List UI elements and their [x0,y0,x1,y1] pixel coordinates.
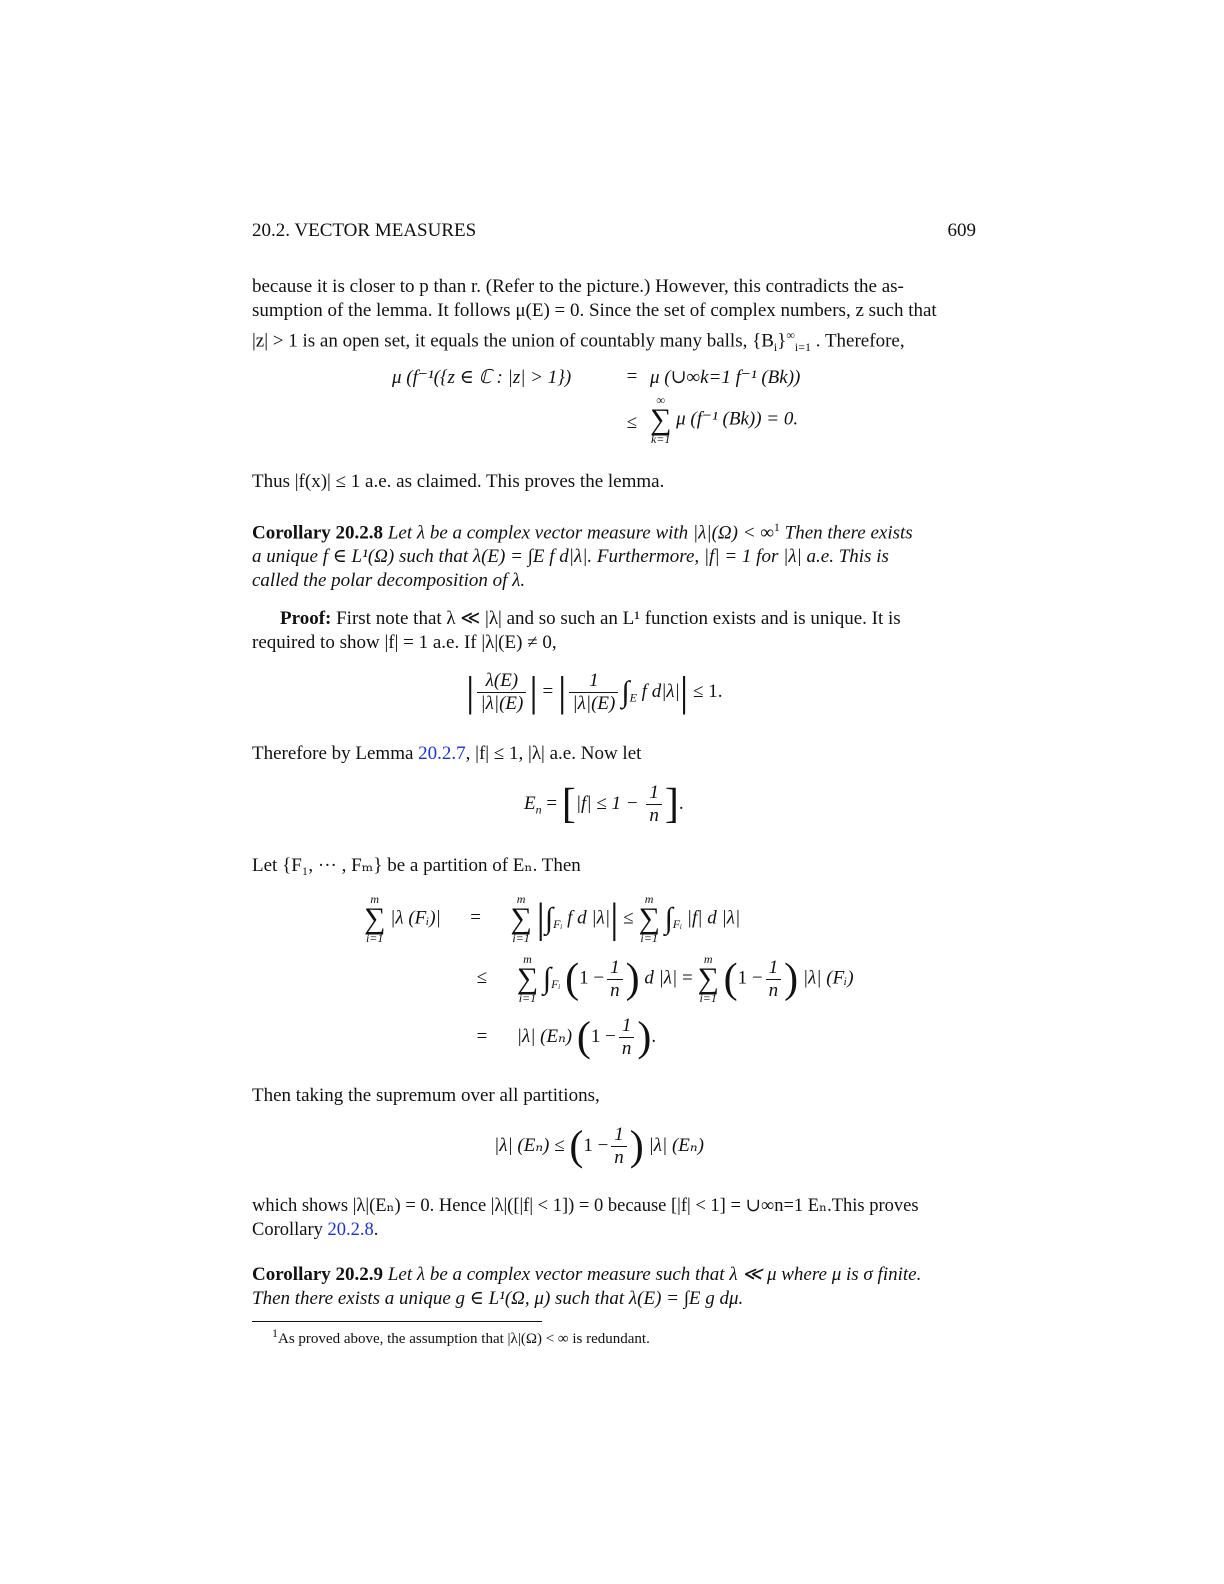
eq1-rhs2: μ (f⁻¹ (Bk)) = 0. [676,408,799,430]
paragraph-4: Let {F₁, ··· , Fₘ} be a partition of Eₙ. Then [252,855,581,876]
corollary2-label: Corollary 20.2.9 [252,1264,384,1285]
equation-4-row3: = |λ| (Eₙ) (1 − $\frac{1}{n}$ ). [476,1014,657,1061]
section-title: 20.2. VECTOR MEASURES [252,220,477,241]
equation-4-row1: m ∑ i=1 |λ (Fᵢ)| = m ∑ i=1 $|\int_{Fᵢ}$ f d |λ|| ≤ m ∑ i=1 $\int_{Fᵢ}$ |f| d |λ| [364,892,741,945]
corollary1-label: Corollary 20.2.8 [252,522,384,544]
paragraph-6: which shows |λ|(Eₙ) = 0. Hence |λ|([|f| < 1]) = 0 because [|f| < 1] = ∪∞n=1 Eₙ.This proves Corollary 20.2.8. [252,1194,976,1242]
eq1-equals: = [626,366,638,387]
footnote: $^1$As proved above, the assumption that |λ|(Ω) < ∞ is redundant. [272,1326,650,1347]
footnote-rule [252,1321,542,1322]
corollary-20-2-9: Corollary 20.2.9 Let λ be a complex vector measure such that λ ≪ μ where μ is σ finite. Then there exists a unique g ∈ L¹(Ω, μ) such that λ(E) = ∫E g dμ. [252,1263,976,1311]
equation-3: $E_n = [|f| \le 1$ − $\frac{1}{n}$ ]. [524,781,684,828]
equation-1-row1 [392,366,571,389]
corollary1-line2: a unique f ∈ L¹(Ω) such that λ(E) = ∫E f d|λ|. Furthermore, |f| = 1 for |λ| a.e. This is [252,546,889,568]
paragraph-3: Therefore by Lemma 20.2.7, |f| ≤ 1, |λ| a.e. Now let [252,743,642,764]
page [252,0,976,1584]
page-number: 609 [947,220,976,241]
corollary-20-2-8: Corollary 20.2.8 Let λ be a complex vector measure with |λ|(Ω) < ∞$^1$ Then there exists a unique f ∈ L¹(Ω) such that λ(E) = ∫E f d|λ|. Furthermore, |f| = 1 for |λ| a.e. This is called the polar decomposition of λ. [252,515,976,593]
proof-label: Proof: [280,608,332,629]
eq1-leq: ≤ [626,412,638,433]
proof-line2: required to show |f| = 1 a.e. If |λ|(E) ≠ 0, [252,632,557,653]
footnote-mark: 1 [773,520,780,534]
para1-line1: because it is closer to p than r. (Refer to the picture.) However, this contradicts the as- [252,276,904,297]
equation-1-row2 [650,394,798,446]
eq1-lhs: μ (f⁻¹({z ∈ ℂ : |z| > 1}) [392,367,572,388]
equation-4-row2: ≤ m ∑ i=1 $\int_{Fᵢ}$ (1 − $\frac{1}{n}$ ) d |λ| = m ∑ i=1 (1 − $\frac{1}{n}$ ) |λ| (Fᵢ) [476,952,854,1005]
equation-2: | $\frac{\lambda(E)}{|\lambda|(E)}$ | = | $\frac{1}{|\lambda|(E)}$ $\int_E$ f d|λ|| ≤ 1. [466,669,723,716]
para1-line2: sumption of the lemma. It follows μ(E) = 0. Since the set of complex numbers, z such that [252,300,937,321]
paragraph-1 [252,275,976,359]
corollary2-line2: Then there exists a unique g ∈ L¹(Ω, μ) such that λ(E) = ∫E g dμ. [252,1288,744,1309]
para6-line1: which shows |λ|(Eₙ) = 0. Hence |λ|([|f| < 1]) = 0 because [|f| < 1] = ∪∞n=1 Eₙ.This proves [252,1196,919,1216]
eq1-rhs1: μ (∪∞k=1 f⁻¹ (Bk)) [650,367,801,388]
paragraph-2: Thus |f(x)| ≤ 1 a.e. as claimed. This proves the lemma. [252,471,665,492]
proof-paragraph: Proof: First note that λ ≪ |λ| and so such an L¹ function exists and is unique. It is required to show |f| = 1 a.e. If |λ|(E) ≠ 0, [252,607,976,655]
sum-symbol: ∞ ∑ k=1 [650,393,672,446]
corollary-link[interactable]: 20.2.8 [327,1220,374,1240]
para1-line3: |z| > 1 is an open set, it equals the union of countably many balls, $\{B_i\}^\infty_{i=1}$ . Therefore, [252,328,905,355]
corollary1-line3: called the polar decomposition of λ. [252,570,526,592]
paragraph-5: Then taking the supremum over all partitions, [252,1085,600,1106]
lemma-link[interactable]: 20.2.7 [418,743,466,764]
equation-5: |λ| (Eₙ) ≤ (1 − $\frac{1}{n}$ ) |λ| (Eₙ) [494,1123,704,1170]
